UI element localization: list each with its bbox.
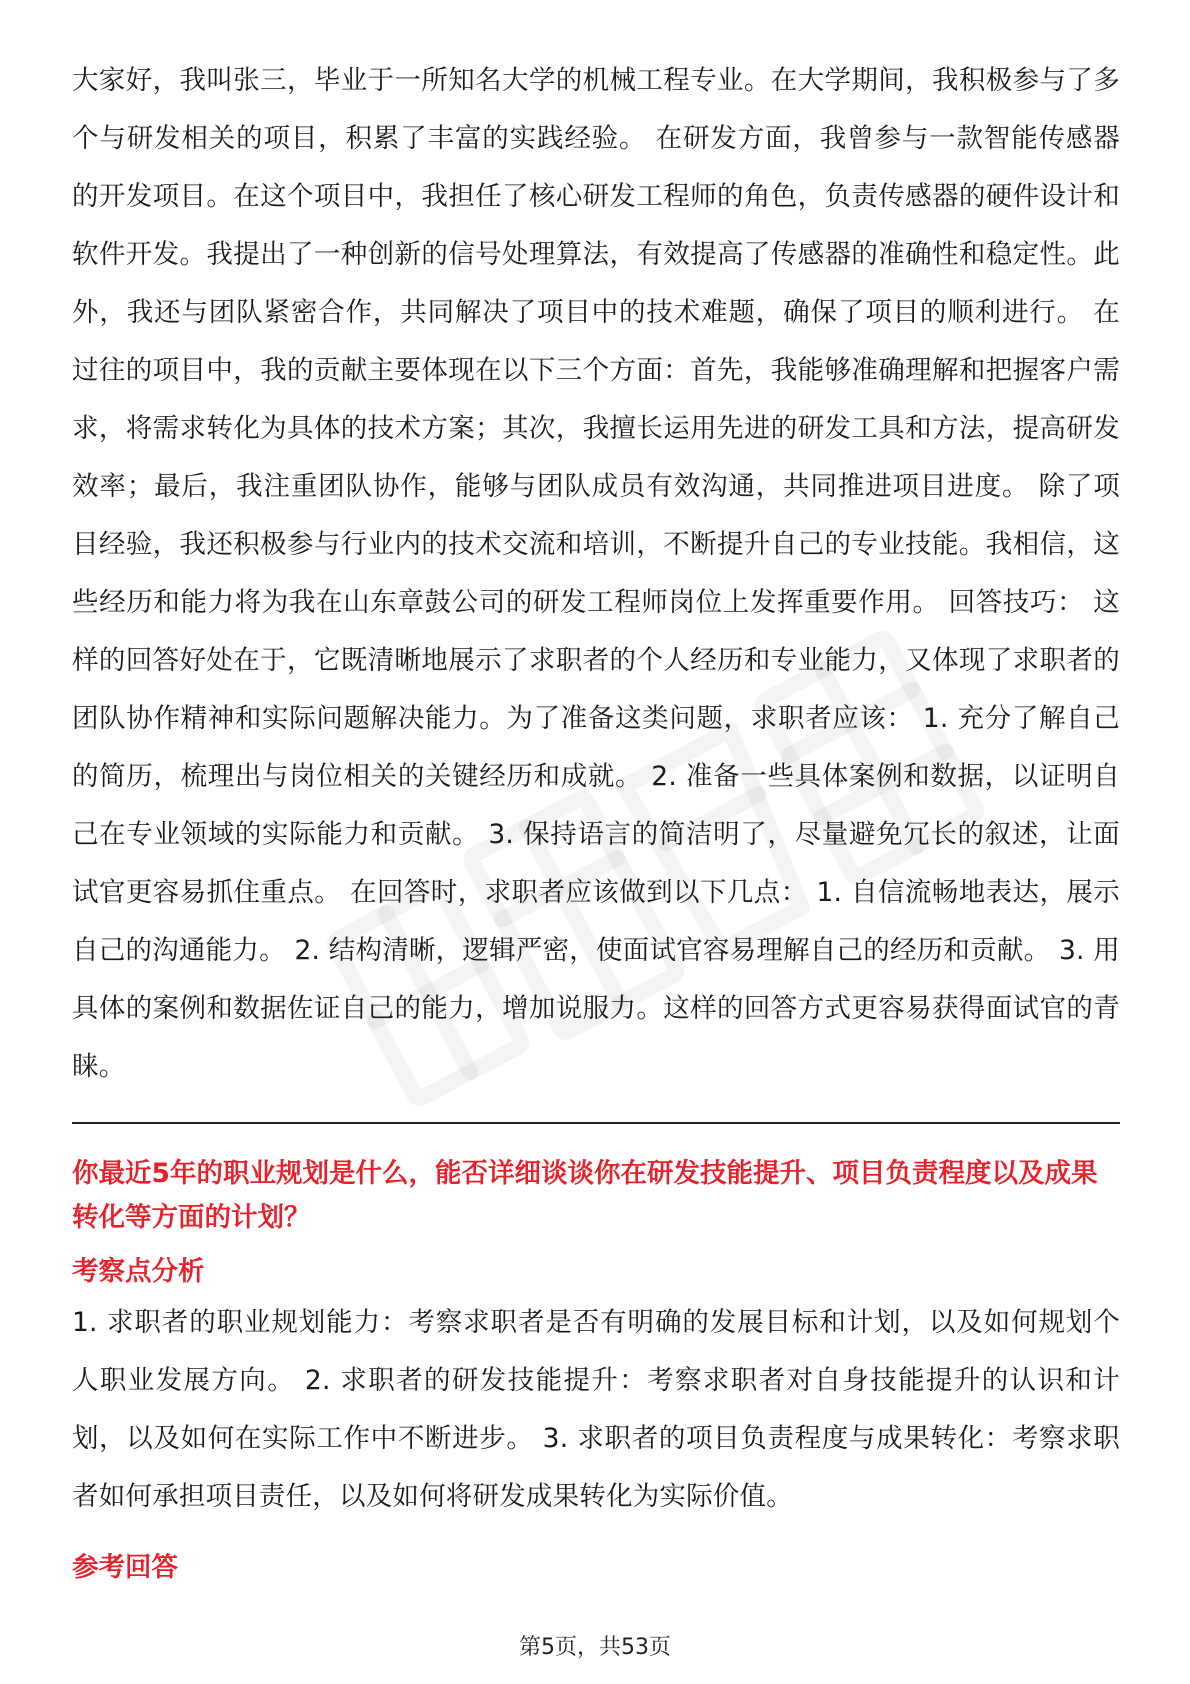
intro-answer-paragraph: 大家好，我叫张三，毕业于一所知名大学的机械工程专业。在大学期间，我积极参与了多个与研发相关的项目，积累了丰富的实践经验。 在研发方面，我曾参与一款智能传感器的开发项目。在这个项目中，我担任了核心研发工程师的角色，负责传感器的硬件设计和软件开发。我提出了一种创新的信号处理算法，有效提高了传感器的准确性和稳定性。此外，我还与团队紧密合作，共同解决了项目中的技术难题，确保了项目的顺利进行。 在过往的项目中，我的贡献主要体现在以下三个方面：首先，我能够准确理解和把握客户需求，将需求转化为具体的技术方案；其次，我擅长运用先进的研发工具和方法，提高研发效率；最后，我注重团队协作，能够与团队成员有效沟通，共同推进项目进度。 除了项目经验，我还积极参与行业内的技术交流和培训，不断提升自己的专业技能。我相信，这些经历和能力将为我在山东章鼓公司的研发工程师岗位上发挥重要作用。 回答技巧： 这样的回答好处在于，它既清晰地展示了求职者的个人经历和专业能力，又体现了求职者的团队协作精神和实际问题解决能力。为了准备这类问题，求职者应该： 1. 充分了解自己的简历，梳理出与岗位相关的关键经历和成就。 2. 准备一些具体案例和数据，以证明自己在专业领域的实际能力和贡献。 3. 保持语言的简洁明了，尽量避免冗长的叙述，让面试官更容易抓住重点。 在回答时，求职者应该做到以下几点： 1. 自信流畅地表达，展示自己的沟通能力。 2. 结构清晰，逻辑严密，使面试官容易理解自己的经历和贡献。 3. 用具体的案例和数据佐证自己的能力，增加说服力。这样的回答方式更容易获得面试官的青睐。 <box>72 65 1120 1082</box>
interview-question: 你最近5年的职业规划是什么，能否详细谈谈你在研发技能提升、项目负责程度以及成果转化等方面的计划？ <box>72 1158 1098 1233</box>
analysis-paragraph: 1. 求职者的职业规划能力：考察求职者是否有明确的发展目标和计划，以及如何规划个人职业发展方向。 2. 求职者的研发技能提升：考察求职者对自身技能提升的认识和计划，以及如何在实际工作中不断进步。 3. 求职者的项目负责程度与成果转化：考察求职者如何承担项目责任，以及如何将研发成果转化为实际价值。 <box>72 1307 1120 1512</box>
page-number-footer: 第5页，共53页 <box>519 1635 671 1660</box>
section-divider <box>72 1122 1120 1124</box>
document-page <box>72 52 1120 1588</box>
reference-answer-heading: 参考回答 <box>72 1552 178 1583</box>
analysis-heading: 考察点分析 <box>72 1256 205 1287</box>
